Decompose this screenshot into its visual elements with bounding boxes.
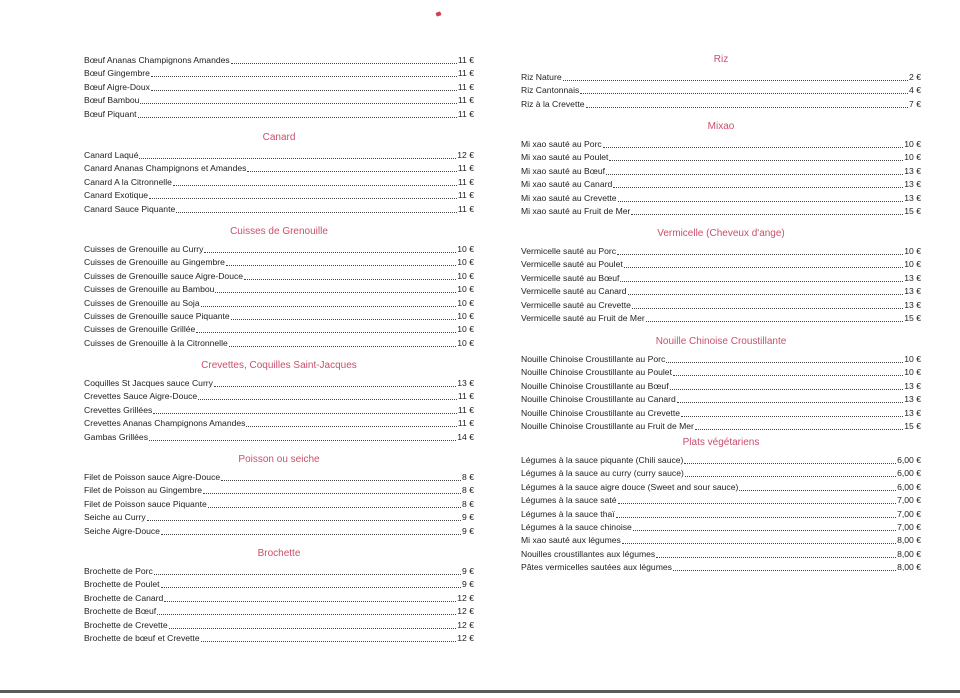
menu-item [84,148,474,161]
dish-price: 13 € [904,299,921,310]
dish-price: 10 € [457,337,474,348]
dish-name: Gambas Grillées [84,431,148,442]
menu-item [84,403,474,416]
dish-price: 4 € [909,85,921,96]
menu-item [84,66,474,79]
menu-item [84,93,474,106]
dot-leader [215,291,456,293]
dish-name: Brochette de Crevette [84,619,168,630]
dish-name: Vermicelle sauté au Bœuf [521,272,620,283]
dish-name: Nouille Chinoise Croustillante au Canard [521,394,676,405]
menu-item [521,560,921,573]
dot-leader [149,197,457,199]
dish-price: 10 € [904,367,921,378]
dot-leader [632,307,903,309]
menu-item [84,202,474,215]
dish-name: Légumes à la sauce thaï [521,508,615,519]
menu-item [521,547,921,560]
dish-name: Crevettes Grillées [84,404,153,415]
dot-leader [198,398,457,400]
dish-price: 9 € [462,579,474,590]
menu-item [521,70,921,83]
dish-name: Cuisses de Grenouille Grillée [84,324,196,335]
dot-leader [157,613,456,615]
dot-leader [153,412,457,414]
menu-item [84,510,474,523]
dot-leader [203,492,461,494]
dot-leader [154,573,461,575]
menu-item [84,161,474,174]
menu-item [521,453,921,466]
dish-price: 11 € [457,108,474,119]
dish-name: Mi xao sauté au Porc [521,139,602,149]
dish-price: 13 € [904,286,921,297]
dish-price: 10 € [457,244,474,254]
dish-name: Filet de Poisson au Gingembre [84,485,202,496]
dish-name: Cuisses de Grenouille sauce Aigre-Douce [84,270,244,281]
menu-item [521,150,921,163]
dish-name: Bœuf Ananas Champignons Amandes [84,55,230,65]
dot-leader [609,159,903,161]
dish-price: 10 € [904,139,921,149]
dish-name: Bœuf Bambou [84,95,140,106]
menu-item [84,255,474,268]
menu-item [521,311,921,324]
dish-price: 15 € [904,206,921,216]
menu-item [521,419,921,432]
dot-leader [244,278,456,280]
dish-name: Seiche au Curry [84,512,146,523]
dish-name: Coquilles St Jacques sauce Curry [84,378,213,388]
dish-price: 13 € [904,407,921,418]
red-mark [435,11,441,16]
dish-price: 10 € [457,270,474,281]
dish-name: Vermicelle sauté au Poulet [521,259,623,270]
dish-name: Nouille Chinoise Croustillante au Porc [521,354,666,364]
dot-leader [147,519,461,521]
dot-leader [603,146,904,148]
dish-name: Brochette de Bœuf [84,606,157,617]
dish-name: Mi xao sauté au Fruit de Mer [521,206,631,216]
section-heading: Canard [262,132,296,143]
dish-price: 9 € [462,566,474,576]
dish-price: 8,00 € [897,562,921,573]
dish-name: Vermicelle sauté au Canard [521,286,627,297]
dish-price: 10 € [904,259,921,270]
section-heading: Cuisses de Grenouille [230,226,328,237]
menu-item [84,269,474,282]
dot-leader [149,439,456,441]
menu-item [84,376,474,389]
dot-leader [173,184,457,186]
dot-leader [151,75,457,77]
section-heading: Poisson ou seiche [238,454,320,465]
dot-leader [677,401,903,403]
dot-leader [231,318,457,320]
dot-leader [670,388,904,390]
dish-price: 13 € [904,192,921,203]
dish-price: 10 € [457,284,474,295]
dish-price: 12 € [457,619,474,630]
dish-name: Nouille Chinoise Croustillante au Poulet [521,367,672,378]
menu-item [84,470,474,483]
menu-item [84,577,474,590]
dot-leader [656,556,896,558]
menu-item [521,379,921,392]
dish-name: Légumes à la sauce au curry (curry sauce) [521,468,684,479]
dot-leader [586,106,909,108]
menu-item [521,298,921,311]
menu-item [521,392,921,405]
dot-leader [176,211,457,213]
menu-item [521,520,921,533]
dish-name: Canard A la Citronnelle [84,176,172,187]
bottom-border [0,690,960,693]
menu-item [84,282,474,295]
dish-price: 11 € [457,203,474,214]
dot-leader [214,385,456,387]
dish-price: 12 € [457,592,474,603]
dish-price: 15 € [904,313,921,323]
dish-price: 11 € [457,391,474,402]
menu-item [84,604,474,617]
menu-item [521,177,921,190]
dot-leader [231,62,457,64]
dish-name: Mi xao sauté au Bœuf [521,165,606,176]
menu-item [84,107,474,120]
dish-name: Brochette de Canard [84,592,164,603]
dish-name: Cuisses de Grenouille au Soja [84,297,200,308]
dish-name: Bœuf Gingembre [84,68,150,79]
menu-item [521,507,921,520]
menu-item [84,296,474,309]
menu-item [84,336,474,349]
dot-leader [681,415,903,417]
menu-item [521,257,921,270]
menu-item [521,164,921,177]
section-heading: Nouille Chinoise Croustillante [655,336,787,347]
dish-price: 11 € [457,176,474,187]
menu-item [84,175,474,188]
dot-leader [196,331,456,333]
dot-leader [613,186,903,188]
menu-item [84,618,474,631]
dish-price: 6,00 € [897,455,921,465]
dish-price: 11 € [457,81,474,92]
menu-item [84,524,474,537]
dish-name: Nouille Chinoise Croustillante au Crevette [521,407,681,418]
menu-item [84,53,474,66]
menu-item [521,480,921,493]
dot-leader [229,345,456,347]
dish-name: Filet de Poisson sauce Piquante [84,498,207,509]
dish-price: 11 € [457,190,474,201]
dish-price: 12 € [457,150,474,160]
dish-name: Légumes à la sauce aigre douce (Sweet and sour sauce) [521,481,739,492]
section-heading: Plats végétariens [682,437,760,448]
dot-leader [622,542,896,544]
dot-leader [139,157,456,159]
dish-price: 13 € [904,165,921,176]
dish-name: Légumes à la sauce piquante (Chili sauce) [521,455,684,465]
dish-price: 8,00 € [897,548,921,559]
dot-leader [161,533,461,535]
dish-price: 8 € [462,472,474,482]
dish-name: Brochette de Porc [84,566,153,576]
dot-leader [673,374,903,376]
dish-price: 11 € [457,418,474,429]
dish-price: 9 € [462,525,474,536]
dish-name: Cuisses de Grenouille au Curry [84,244,204,254]
dish-price: 2 € [909,72,921,82]
dish-name: Cuisses de Grenouille sauce Piquante [84,311,230,321]
dish-name: Crevettes Sauce Aigre-Douce [84,391,198,402]
dot-leader [204,251,456,253]
menu-item [84,309,474,322]
dish-price: 15 € [904,421,921,431]
dish-price: 11 € [457,55,474,65]
dish-price: 14 € [457,431,474,442]
dot-leader [685,475,896,477]
dot-leader [201,305,457,307]
menu-item [84,483,474,496]
menu-item [521,493,921,506]
dish-name: Légumes à la sauce chinoise [521,522,632,532]
dot-leader [739,489,896,491]
menu-item [84,188,474,201]
dot-leader [633,529,896,531]
dot-leader [247,170,456,172]
dot-leader [140,102,457,104]
dish-price: 10 € [904,354,921,364]
section-heading: Crevettes, Coquilles Saint-Jacques [201,360,357,371]
dish-name: Riz Cantonnais [521,85,580,96]
menu-item [84,242,474,255]
dish-price: 10 € [904,246,921,256]
dish-name: Canard Sauce Piquante [84,203,176,214]
dish-price: 13 € [904,380,921,391]
menu-item [521,284,921,297]
dish-name: Mi xao sauté au Poulet [521,152,609,163]
dish-price: 6,00 € [897,481,921,492]
dish-price: 8 € [462,485,474,496]
dish-name: Vermicelle sauté au Crevette [521,299,631,310]
dot-leader [628,293,904,295]
dish-name: Légumes à la sauce saté [521,495,617,506]
dish-name: Brochette de bœuf et Crevette [84,633,200,643]
dish-price: 10 € [457,257,474,268]
dish-price: 11 € [457,404,474,415]
dot-leader [221,479,461,481]
dish-price: 9 € [462,512,474,523]
dot-leader [646,320,904,322]
dish-name: Vermicelle sauté au Fruit de Mer [521,313,645,323]
dot-leader [246,425,456,427]
dish-name: Vermicelle sauté au Porc [521,246,617,256]
dish-price: 12 € [457,633,474,643]
dot-leader [618,502,897,504]
menu-item [521,137,921,150]
menu-item [84,322,474,335]
dot-leader [617,253,903,255]
dish-name: Bœuf Piquant [84,108,137,119]
dot-leader [151,89,457,91]
dish-name: Cuisses de Grenouille à la Citronnelle [84,337,228,348]
dish-name: Riz à la Crevette [521,98,585,109]
dish-name: Bœuf Aigre-Doux [84,81,150,92]
dish-price: 10 € [457,297,474,308]
menu-item [84,564,474,577]
dish-price: 10 € [457,324,474,335]
menu-item [521,244,921,257]
dish-price: 6,00 € [897,468,921,479]
menu-item [84,80,474,93]
menu-item [521,352,921,365]
dot-leader [606,173,903,175]
menu-item [521,466,921,479]
dot-leader [673,569,896,571]
menu-item [521,365,921,378]
menu-item [521,83,921,96]
dish-name: Riz Nature [521,72,562,82]
dot-leader [226,264,456,266]
menu-item [521,191,921,204]
dish-price: 11 € [457,163,474,174]
menu-item [84,389,474,402]
dish-price: 11 € [457,95,474,106]
dish-price: 7,00 € [897,522,921,532]
dish-price: 13 € [457,378,474,388]
dot-leader [138,116,457,118]
dish-name: Canard Laqué [84,150,139,160]
menu-item [521,204,921,217]
dot-leader [618,200,904,202]
dot-leader [684,462,896,464]
section-heading: Brochette [257,548,301,559]
section-heading: Mixao [707,121,735,132]
dot-leader [616,516,896,518]
dish-name: Canard Ananas Champignons et Amandes [84,163,247,174]
dish-name: Pâtes vermicelles sautées aux légumes [521,562,672,573]
dish-name: Mi xao sauté au Canard [521,179,613,190]
section-heading: Riz [713,54,729,65]
dot-leader [580,92,908,94]
dot-leader [695,428,903,430]
dish-name: Nouille Chinoise Croustillante au Bœuf [521,380,669,391]
dish-name: Canard Exotique [84,190,149,201]
dish-price: 7 € [909,98,921,109]
dish-name: Nouille Chinoise Croustillante au Fruit de Mer [521,421,694,431]
menu-item [521,271,921,284]
dot-leader [169,627,457,629]
dot-leader [161,586,462,588]
dish-price: 7,00 € [897,495,921,506]
dot-leader [631,213,903,215]
dish-name: Crevettes Ananas Champignons Amandes [84,418,246,429]
menu-item [84,591,474,604]
menu-item [84,497,474,510]
dish-price: 13 € [904,179,921,190]
dish-price: 12 € [457,606,474,617]
dish-price: 10 € [457,311,474,321]
dot-leader [201,640,457,642]
dish-price: 13 € [904,394,921,405]
dish-name: Mi xao sauté au Crevette [521,192,617,203]
dish-name: Filet de Poisson sauce Aigre-Douce [84,472,221,482]
dish-price: 11 € [457,68,474,79]
dot-leader [563,79,908,81]
dish-price: 13 € [904,272,921,283]
dish-name: Seiche Aigre-Douce [84,525,160,536]
dish-name: Cuisses de Grenouille au Bambou [84,284,215,295]
menu-item [521,533,921,546]
dish-name: Brochette de Poulet [84,579,160,590]
dish-name: Nouilles croustillantes aux légumes [521,548,656,559]
menu-item [84,430,474,443]
dot-leader [164,600,456,602]
menu-item [84,631,474,644]
dish-name: Cuisses de Grenouille au Gingembre [84,257,225,268]
dot-leader [666,361,903,363]
menu-item [521,406,921,419]
menu-item [521,97,921,110]
dot-leader [624,266,904,268]
dot-leader [620,280,903,282]
dish-name: Mi xao sauté aux légumes [521,535,621,546]
dish-price: 7,00 € [897,508,921,519]
section-heading: Vermicelle (Cheveux d'ange) [657,228,785,239]
dish-price: 8 € [462,498,474,509]
dish-price: 8,00 € [897,535,921,546]
menu-item [84,416,474,429]
dish-price: 10 € [904,152,921,163]
dot-leader [208,506,461,508]
